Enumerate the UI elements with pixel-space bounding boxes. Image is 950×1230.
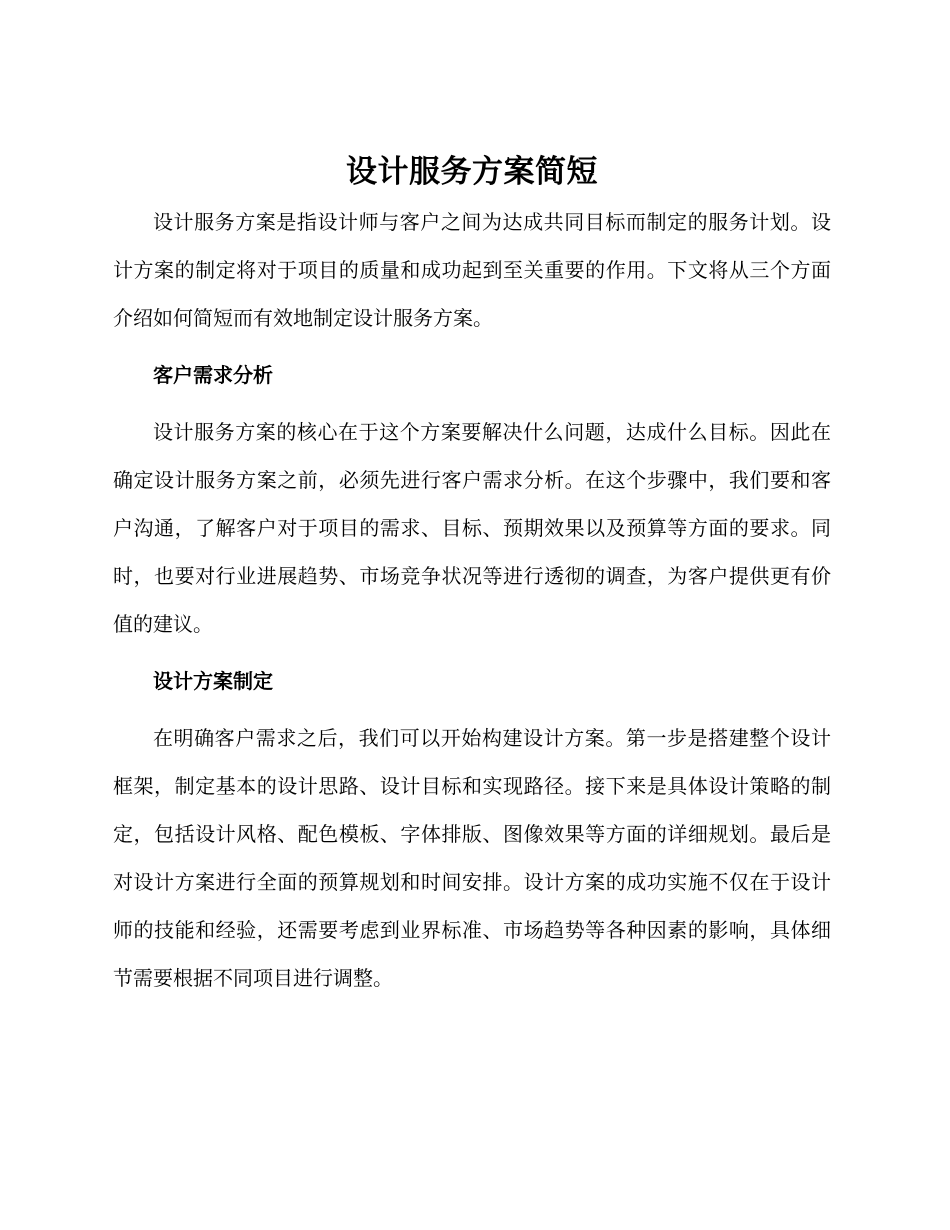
section-body-plan: 在明确客户需求之后，我们可以开始构建设计方案。第一步是搭建整个设计框架，制定基本的设计思路、设计目标和实现路径。接下来是具体设计策略的制定，包括设计风格、配色模板、字体排版、图像效果等方面的详细规划。最后是对设计方案进行全面的预算规划和时间安排。设计方案的成功实施不仅在于设计师的技能和经验，还需要考虑到业界标准、市场趋势等各种因素的影响，具体细节需要根据不同项目进行调整。 — [113, 726, 831, 990]
section-heading-plan: 设计方案制定 — [153, 669, 273, 693]
section-body-requirements: 设计服务方案的核心在于这个方案要解决什么问题，达成什么目标。因此在确定设计服务方案之前，必须先进行客户需求分析。在这个步骤中，我们要和客户沟通，了解客户对于项目的需求、目标、预期效果以及预算等方面的要求。同时，也要对行业进展趋势、市场竞争状况等进行透彻的调查，为客户提供更有价值的建议。 — [113, 420, 831, 636]
intro-paragraph: 设计服务方案是指设计师与客户之间为达成共同目标而制定的服务计划。设计方案的制定将对于项目的质量和成功起到至关重要的作用。下文将从三个方面介绍如何简短而有效地制定设计服务方案。 — [113, 210, 831, 330]
document-page — [113, 148, 831, 1002]
section-heading-requirements: 客户需求分析 — [153, 363, 273, 387]
document-title: 设计服务方案简短 — [346, 154, 598, 190]
